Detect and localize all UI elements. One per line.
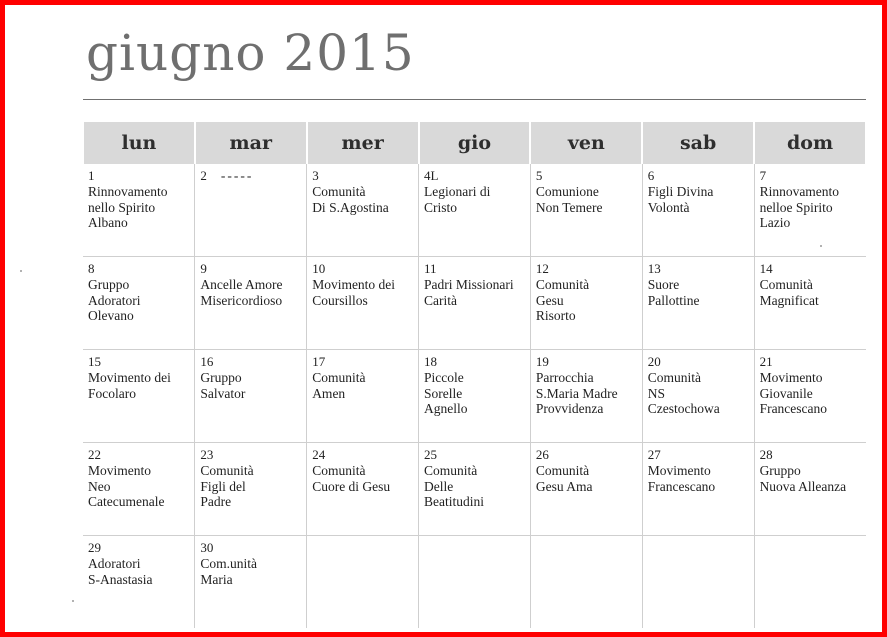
week-row bbox=[83, 443, 866, 536]
calendar-grid bbox=[82, 122, 867, 628]
day-number: 10 bbox=[312, 261, 326, 276]
day-cell bbox=[754, 350, 866, 443]
day-event-text: Figli Divina Volontà bbox=[647, 184, 714, 215]
day-number: 19 bbox=[535, 354, 549, 369]
day-number: 12 bbox=[535, 261, 549, 276]
day-number: 3 bbox=[312, 168, 319, 183]
day-cell bbox=[307, 443, 419, 536]
day-event-text: Comunità Figli del Padre bbox=[200, 463, 254, 509]
day-event-text: Comunità Gesu Risorto bbox=[535, 277, 590, 323]
calendar-title: giugno 2015 bbox=[86, 24, 415, 82]
day-cell bbox=[530, 350, 642, 443]
day-cell bbox=[419, 443, 531, 536]
day-cell bbox=[195, 536, 307, 629]
day-number: 6 bbox=[647, 168, 655, 183]
title-divider bbox=[83, 99, 866, 100]
day-number: 30 bbox=[200, 540, 214, 555]
day-event-text: Comunione Non Temere bbox=[535, 184, 603, 215]
day-number: 14 bbox=[759, 261, 773, 276]
day-cell bbox=[195, 443, 307, 536]
weekday-header-sun: dom bbox=[754, 122, 866, 164]
day-cell bbox=[419, 536, 531, 629]
weekday-header-mon: lun bbox=[83, 122, 195, 164]
day-cell bbox=[754, 164, 866, 257]
weekday-header-thu: gio bbox=[419, 122, 531, 164]
day-event-text: Adoratori S-Anastasia bbox=[88, 556, 153, 587]
day-number: 20 bbox=[647, 354, 661, 369]
day-event-text: Comunità Magnificat bbox=[759, 277, 819, 308]
day-event-text: Gruppo Salvator bbox=[200, 370, 246, 401]
day-number: 9 bbox=[200, 261, 207, 276]
calendar-body bbox=[83, 164, 866, 628]
day-cell bbox=[419, 164, 531, 257]
day-cell bbox=[530, 257, 642, 350]
day-number: 25 bbox=[424, 447, 438, 462]
day-number: 26 bbox=[535, 447, 549, 462]
day-event-text: Comunità Cuore di Gesu bbox=[312, 463, 391, 494]
day-event-text: Ancelle Amore Misericordioso bbox=[200, 277, 283, 308]
day-number: 13 bbox=[647, 261, 661, 276]
day-cell bbox=[530, 164, 642, 257]
day-event-text: Rinnovamento nelloe Spirito Lazio bbox=[759, 184, 840, 230]
day-event-text: Gruppo Nuova Alleanza bbox=[759, 463, 847, 494]
day-event-text: Legionari di Cristo bbox=[424, 184, 491, 215]
day-cell bbox=[83, 257, 195, 350]
day-number: 5 bbox=[535, 168, 543, 183]
day-cell bbox=[83, 164, 195, 257]
scan-speck bbox=[820, 245, 822, 247]
day-cell bbox=[642, 257, 754, 350]
day-number: 11 bbox=[424, 261, 437, 276]
day-number: 24 bbox=[312, 447, 326, 462]
day-number: 18 bbox=[424, 354, 438, 369]
day-cell bbox=[754, 443, 866, 536]
day-event-text: Com.unità Maria bbox=[200, 556, 257, 587]
day-event-text: Comunità Gesu Ama bbox=[535, 463, 593, 494]
day-event-text: Movimento dei Coursillos bbox=[312, 277, 396, 308]
day-cell bbox=[307, 257, 419, 350]
day-event-text: Comunità NS Czestochowa bbox=[647, 370, 720, 416]
day-number: 23 bbox=[200, 447, 214, 462]
day-cell bbox=[419, 257, 531, 350]
day-number: 17 bbox=[312, 354, 326, 369]
day-event-text: Movimento dei Focolaro bbox=[88, 370, 171, 401]
day-number: 15 bbox=[88, 354, 101, 369]
day-cell bbox=[530, 536, 642, 629]
day-event-text: Rinnovamento nello Spirito Albano bbox=[88, 184, 168, 230]
day-cell bbox=[642, 536, 754, 629]
day-cell bbox=[195, 164, 307, 257]
day-number: 21 bbox=[759, 354, 773, 369]
day-number: 8 bbox=[88, 261, 95, 276]
day-cell bbox=[307, 536, 419, 629]
day-event-text: Movimento Neo Catecumenale bbox=[88, 463, 165, 509]
day-cell bbox=[83, 443, 195, 536]
day-cell bbox=[754, 536, 866, 629]
week-row bbox=[83, 257, 866, 350]
weekday-header-tue: mar bbox=[195, 122, 307, 164]
day-event-text: Comunità Delle Beatitudini bbox=[424, 463, 485, 509]
day-number: 28 bbox=[759, 447, 773, 462]
week-row bbox=[83, 536, 866, 629]
day-cell bbox=[307, 350, 419, 443]
weekday-header-fri: ven bbox=[530, 122, 642, 164]
day-cell bbox=[307, 164, 419, 257]
day-cell bbox=[642, 350, 754, 443]
day-event-text: Comunità Di S.Agostina bbox=[312, 184, 389, 215]
day-cell bbox=[419, 350, 531, 443]
day-event-text: Piccole Sorelle Agnello bbox=[424, 370, 468, 416]
day-cell bbox=[83, 350, 195, 443]
day-event-text: ----- bbox=[220, 168, 254, 183]
day-event-text: Movimento Giovanile Francescano bbox=[759, 370, 828, 416]
day-event-text: Gruppo Adoratori Olevano bbox=[88, 277, 141, 323]
weekday-header-row bbox=[83, 122, 866, 164]
day-cell bbox=[83, 536, 195, 629]
scan-speck bbox=[72, 600, 74, 602]
day-cell bbox=[195, 350, 307, 443]
day-cell bbox=[642, 164, 754, 257]
day-number: 7 bbox=[759, 168, 767, 183]
day-event-text: Suore Pallottine bbox=[647, 277, 700, 308]
week-row bbox=[83, 350, 866, 443]
weekday-header-wed: mer bbox=[307, 122, 419, 164]
day-cell bbox=[754, 257, 866, 350]
day-cell bbox=[530, 443, 642, 536]
day-number: 4L bbox=[424, 168, 439, 183]
day-number: 2 bbox=[200, 168, 207, 183]
scan-speck bbox=[20, 270, 22, 272]
day-number: 29 bbox=[88, 540, 101, 555]
weekday-header-sat: sab bbox=[642, 122, 754, 164]
day-number: 22 bbox=[88, 447, 101, 462]
day-number: 27 bbox=[647, 447, 661, 462]
day-event-text: Comunità Amen bbox=[312, 370, 366, 401]
day-event-text: Parrocchia S.Maria Madre Provvidenza bbox=[535, 370, 618, 416]
day-cell bbox=[195, 257, 307, 350]
day-number: 16 bbox=[200, 354, 214, 369]
day-event-text: Movimento Francescano bbox=[647, 463, 716, 494]
day-event-text: Padri Missionari Carità bbox=[424, 277, 514, 308]
day-cell bbox=[642, 443, 754, 536]
week-row bbox=[83, 164, 866, 257]
day-number: 1 bbox=[88, 168, 95, 183]
